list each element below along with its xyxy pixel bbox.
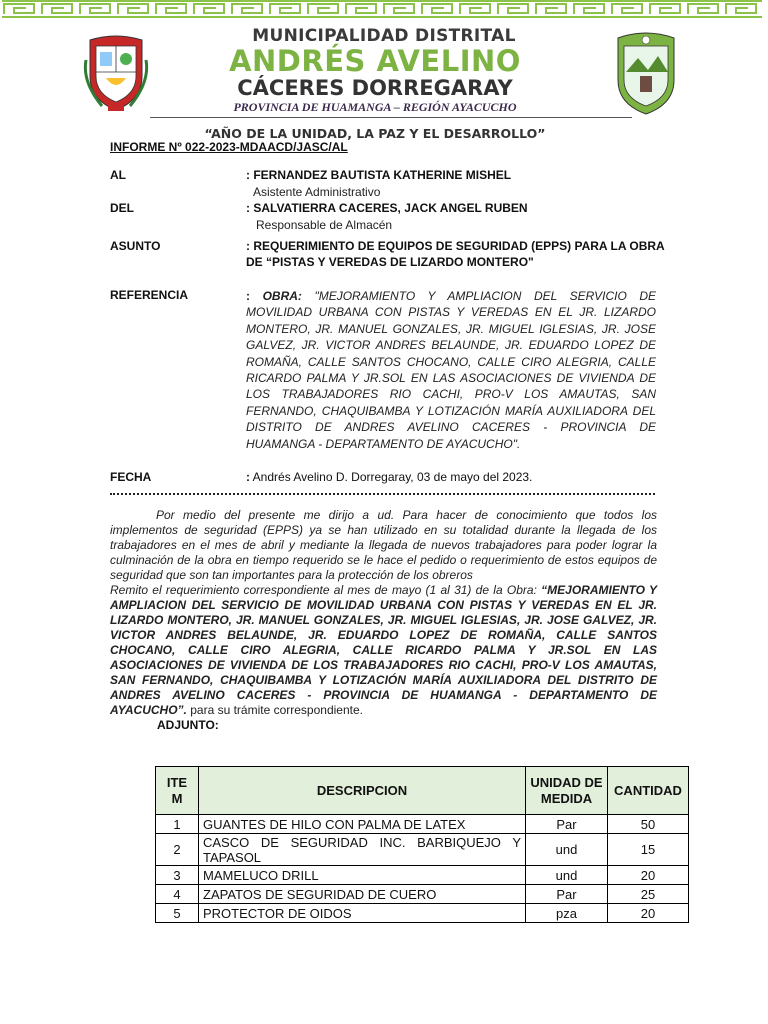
row-item: 3 bbox=[156, 866, 199, 885]
row-item: 1 bbox=[156, 815, 199, 834]
greek-key-motif bbox=[346, 4, 376, 14]
header-divider bbox=[150, 117, 632, 118]
row-unit: und bbox=[526, 866, 608, 885]
header-item: ITE M bbox=[156, 767, 199, 815]
greek-key-motif bbox=[536, 4, 566, 14]
row-quantity: 20 bbox=[608, 904, 689, 923]
header-unit: UNIDAD DE MEDIDA bbox=[526, 767, 608, 815]
referencia-text-block bbox=[246, 288, 656, 452]
row-unit: und bbox=[526, 834, 608, 866]
paragraph-2-end: para su trámite correspondiente. bbox=[186, 703, 363, 717]
del-label: DEL bbox=[110, 201, 134, 215]
row-description: MAMELUCO DRILL bbox=[199, 866, 526, 885]
fecha-label: FECHA bbox=[110, 470, 152, 484]
decorative-border bbox=[2, 0, 762, 18]
row-unit: pza bbox=[526, 904, 608, 923]
greek-key-motif bbox=[308, 4, 338, 14]
greek-key-motif bbox=[688, 4, 718, 14]
row-quantity: 15 bbox=[608, 834, 689, 866]
year-slogan: “AÑO DE LA UNIDAD, LA PAZ Y EL DESARROLLO” bbox=[204, 126, 546, 141]
paragraph-1: Por medio del presente me dirijo a ud. Para hacer de conocimiento que todos los implementos de seguridad (EPPS) ya se han utilizado en su totalidad durante la llegada de los trabajadores en el mes de abril y mediante la llegada de nuevos trabajadores para poder lograr la culminación de la obra en tiempo requerido se le hace el pedido o requerimiento de estos equipos de seguridad que son tan importantes para la protección de los obreros bbox=[110, 508, 657, 582]
referencia-obra: OBRA: bbox=[262, 289, 302, 303]
dotted-separator bbox=[110, 493, 655, 495]
greek-key-motif bbox=[232, 4, 262, 14]
table-row bbox=[156, 885, 689, 904]
al-role: Asistente Administrativo bbox=[253, 185, 381, 199]
del-role: Responsable de Almacén bbox=[256, 218, 393, 232]
row-description: ZAPATOS DE SEGURIDAD DE CUERO bbox=[199, 885, 526, 904]
greek-key-motif bbox=[4, 4, 34, 14]
row-quantity: 20 bbox=[608, 866, 689, 885]
del-value: : SALVATIERRA CACERES, JACK ANGEL RUBEN bbox=[246, 201, 528, 215]
row-description: GUANTES DE HILO CON PALMA DE LATEX bbox=[199, 815, 526, 834]
greek-key-motif bbox=[270, 4, 300, 14]
greek-key-motif bbox=[194, 4, 224, 14]
row-quantity: 50 bbox=[608, 815, 689, 834]
row-unit: Par bbox=[526, 885, 608, 904]
greek-key-motif bbox=[650, 4, 680, 14]
greek-key-motif bbox=[460, 4, 490, 14]
row-description: CASCO DE SEGURIDAD INC. BARBIQUEJO Y TAPASOL bbox=[199, 834, 526, 866]
referencia-colon: : bbox=[246, 289, 250, 303]
row-item: 4 bbox=[156, 885, 199, 904]
row-unit: Par bbox=[526, 815, 608, 834]
al-label: AL bbox=[110, 168, 126, 182]
municipality-surname: CÁCERES DORREGARAY bbox=[237, 76, 513, 100]
fecha-value: Andrés Avelino D. Dorregaray, 03 de mayo del 2023. bbox=[250, 470, 533, 484]
greek-key-motif bbox=[612, 4, 642, 14]
row-item: 2 bbox=[156, 834, 199, 866]
municipality-title: MUNICIPALIDAD DISTRITAL bbox=[252, 26, 516, 46]
greek-key-motif bbox=[80, 4, 110, 14]
referencia-label: REFERENCIA bbox=[110, 288, 189, 302]
letterhead bbox=[0, 22, 768, 120]
table-row bbox=[156, 904, 689, 923]
equipment-table bbox=[155, 766, 689, 923]
fecha-block bbox=[246, 470, 532, 484]
greek-key-motif bbox=[42, 4, 72, 14]
header-quantity: CANTIDAD bbox=[608, 767, 689, 815]
al-value: : FERNANDEZ BAUTISTA KATHERINE MISHEL bbox=[246, 168, 512, 182]
greek-key-motif bbox=[726, 4, 756, 14]
greek-key-motif bbox=[574, 4, 604, 14]
body-text bbox=[110, 508, 657, 718]
adjunto-label: ADJUNTO: bbox=[157, 718, 219, 732]
district-shield-icon bbox=[612, 28, 680, 116]
asunto-line2: DE “PISTAS Y VEREDAS DE LIZARDO MONTERO" bbox=[246, 255, 534, 269]
referencia-text: "MEJORAMIENTO Y AMPLIACION DEL SERVICIO DE MOVILIDAD URBANA CON PISTAS Y VEREDAS EN EL JR. LIZARDO MONTERO, JR. MANUEL GONZALES, JR. MIGUEL IGLESIAS, JR. JOSE GALVEZ, JR. VICTOR ANDRES BELAUNDE, JR. EDUARDO LOPEZ DE ROMAÑA, CALLE SANTOS CHOCANO, CALLE CIRO ALEGRIA, CALLE RICARDO PALMA Y JR.SOL EN LAS ASOCIACIONES DE VIVIENDA DE LOS TRABAJADORES RIO CACHI, PRO-V LOS AMAUTAS, SAN FERNANDO, CHAQUIBAMBA Y LOTIZACIÓN MARÍA AUXILIADORA DEL DISTRITO DE ANDRES AVELINO CACERES - PROVINCIA DE HUAMANGA - DEPARTAMENTO DE AYACUCHO". bbox=[246, 289, 656, 451]
paragraph-2-intro: Remito el requerimiento correspondiente al mes de mayo (1 al 31) de la Obra: bbox=[110, 583, 542, 597]
fecha-colon: : bbox=[246, 470, 250, 484]
greek-key-motif bbox=[118, 4, 148, 14]
table-row bbox=[156, 815, 689, 834]
header-description: DESCRIPCION bbox=[199, 767, 526, 815]
table-row bbox=[156, 866, 689, 885]
row-quantity: 25 bbox=[608, 885, 689, 904]
greek-key-motif bbox=[422, 4, 452, 14]
row-description: PROTECTOR DE OIDOS bbox=[199, 904, 526, 923]
municipality-name: ANDRÉS AVELINO bbox=[229, 44, 521, 78]
paragraph-2 bbox=[110, 583, 657, 718]
paragraph-2-project: “MEJORAMIENTO Y AMPLIACION DEL SERVICIO DE MOVILIDAD URBANA CON PISTAS Y VEREDAS EN EL JR. LIZARDO MONTERO, JR. MANUEL GONZALES, JR. MIGUEL IGLESIAS, JR. JOSE GALVEZ, JR. VICTOR ANDRES BELAUNDE, JR. EDUARDO LOPEZ DE ROMAÑA, CALLE SANTOS CHOCANO, CALLE CIRO ALEGRIA, CALLE RICARDO PALMA Y JR.SOL EN LAS ASOCIACIONES DE VIVIENDA DE LOS TRABAJADORES RIO CACHI, PRO-V LOS AMAUTAS, SAN FERNANDO, CHAQUIBAMBA Y LOTIZACIÓN MARÍA AUXILIADORA DEL DISTRITO DE ANDRES AVELINO CACERES - PROVINCIA DE HUAMANGA - DEPARTAMENTO DE AYACUCHO”. bbox=[110, 583, 657, 717]
greek-key-motif bbox=[384, 4, 414, 14]
report-number: INFORME Nº 022-2023-MDAACD/JASC/AL bbox=[110, 140, 348, 154]
row-item: 5 bbox=[156, 904, 199, 923]
greek-key-motif bbox=[498, 4, 528, 14]
table-row bbox=[156, 834, 689, 866]
province-region: PROVINCIA DE HUAMANGA – REGIÓN AYACUCHO bbox=[233, 100, 517, 114]
asunto-label: ASUNTO bbox=[110, 239, 161, 253]
asunto-line1: : REQUERIMIENTO DE EQUIPOS DE SEGURIDAD (EPPS) PARA LA OBRA bbox=[246, 239, 665, 253]
greek-key-motif bbox=[156, 4, 186, 14]
